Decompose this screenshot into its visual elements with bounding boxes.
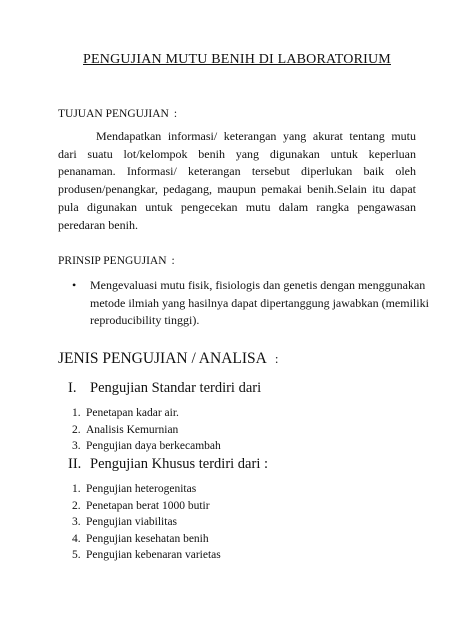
standar-label: Pengujian Standar terdiri dari (90, 380, 262, 396)
standar-number: I. (68, 380, 77, 396)
list-item-text: Pengujian heterogenitas (86, 483, 197, 495)
list-item (72, 481, 221, 498)
bullet-icon: • (72, 278, 77, 292)
list-item-text: Pengujian kesehatan benih (86, 532, 209, 545)
list-item (72, 422, 221, 439)
prinsip-label: PRINSIP PENGUJIAN (58, 255, 167, 267)
khusus-list (72, 481, 221, 564)
khusus-heading (68, 456, 268, 473)
tujuan-colon: : (173, 108, 178, 120)
khusus-number: II. (68, 456, 82, 472)
prinsip-colon: : (171, 255, 175, 267)
list-item-text: Analisis Kemurnian (86, 423, 179, 436)
standar-list (72, 405, 221, 455)
prinsip-bullet-item (72, 277, 435, 330)
list-item-text: Pengujian viabilitas (86, 516, 178, 528)
list-item-number: 2. (72, 499, 81, 512)
standar-heading (68, 380, 261, 397)
list-item (72, 514, 221, 531)
list-item-text: Penetapan kadar air. (86, 407, 179, 419)
tujuan-paragraph: Mendapatkan informasi/ keterangan yang akurat tentang mutu dari suatu lot/kelompok benih yang digunakan untuk keperluan penanaman. Informasi/ keterangan tersebut diperlukan baik oleh produsen/penangkar, pedagang, maupun pemakai benih.Selain itu dapat pula digunakan untuk pengecekan mutu dalam rangka pengawasan peredaran benih. (58, 129, 416, 232)
list-item-number: 4. (72, 532, 81, 545)
list-item (72, 547, 221, 564)
list-item-number: 5. (72, 549, 81, 561)
jenis-label: JENIS PENGUJIAN / ANALISA (58, 350, 267, 367)
khusus-label: Pengujian Khusus terdiri dari : (90, 456, 269, 472)
tujuan-label: TUJUAN PENGUJIAN (58, 108, 169, 120)
jenis-heading (58, 350, 278, 368)
list-item-number: 3. (72, 440, 81, 452)
list-item-text: Penetapan berat 1000 butir (86, 499, 210, 512)
list-item (72, 438, 221, 455)
list-item-number: 2. (72, 423, 81, 436)
tujuan-heading (58, 108, 177, 120)
list-item-number: 3. (72, 516, 81, 528)
prinsip-item-text: Mengevaluasi mutu fisik, fisiologis dan genetis dengan menggunakan metode ilmiah yang hasilnya dapat dipertanggung jawabkan (memiliki reproducibility tinggi). (90, 278, 429, 327)
prinsip-heading (58, 255, 175, 267)
list-item (72, 498, 221, 515)
list-item-number: 1. (72, 407, 81, 419)
list-item-text: Pengujian daya berkecambah (86, 440, 221, 452)
list-item-text: Pengujian kebenaran varietas (86, 549, 221, 561)
list-item-number: 1. (72, 483, 81, 495)
document-title: PENGUJIAN MUTU BENIH DI LABORATORIUM (83, 52, 391, 67)
list-item (72, 405, 221, 422)
jenis-colon: : (274, 351, 279, 366)
list-item (72, 531, 221, 548)
